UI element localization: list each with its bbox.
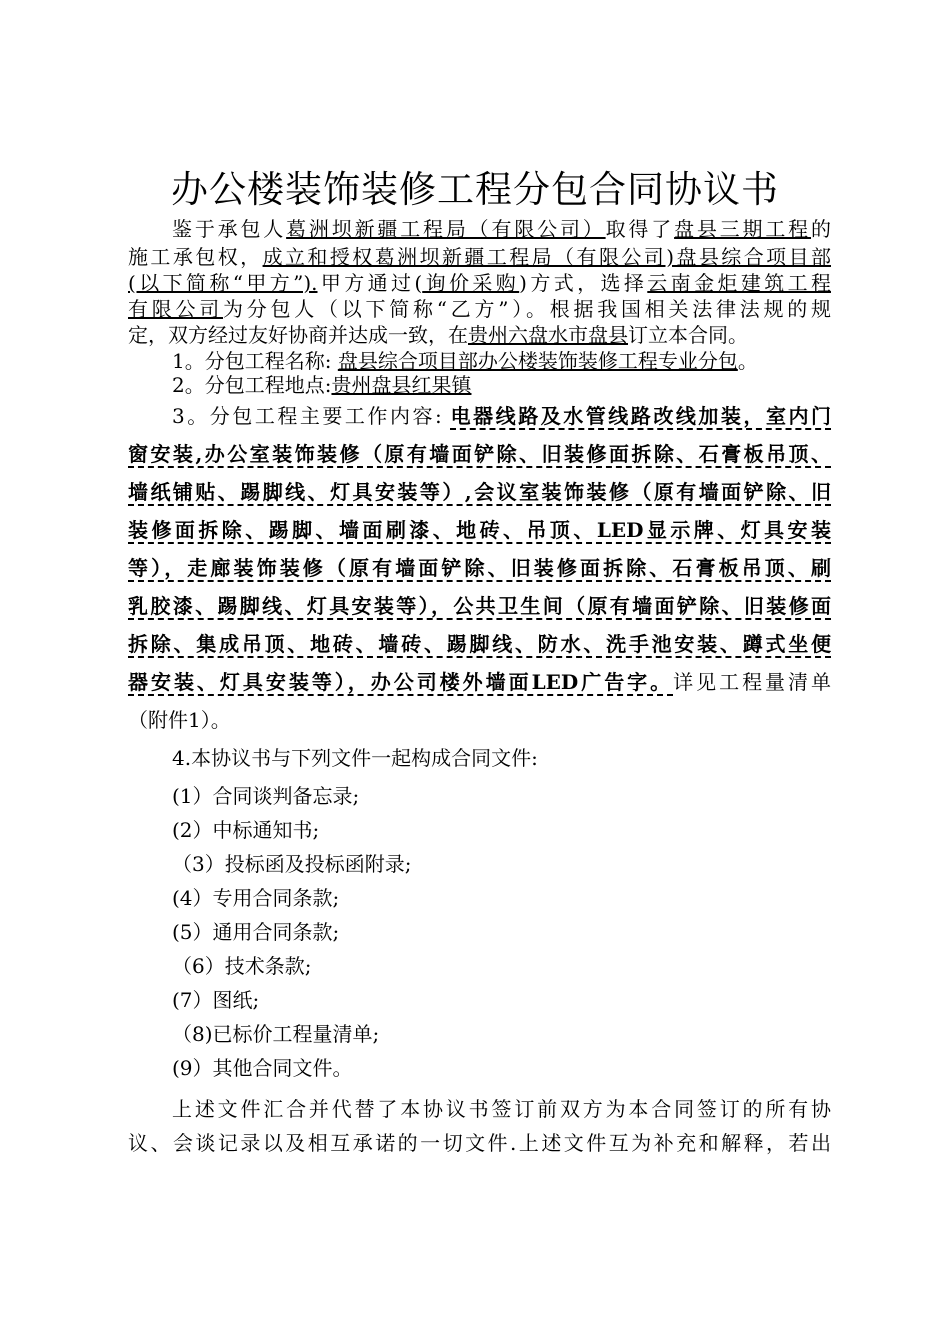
text: 的 bbox=[811, 217, 832, 241]
item-2 bbox=[172, 372, 471, 398]
item-3-line-7: 拆除、集成吊顶、地砖、墙砖、踢脚线、防水、洗手池安装、蹲式坐便 bbox=[128, 632, 831, 656]
project-name: 盘县三期工程 bbox=[674, 217, 812, 241]
text: 甲方通过( bbox=[317, 271, 423, 295]
intro-line-4 bbox=[128, 296, 831, 322]
text: )方式，选择 bbox=[519, 271, 648, 295]
text: 施工承包权， bbox=[128, 245, 263, 269]
closing-line-2: 议、会谈记录以及相互承诺的一切文件.上述文件互为补充和解释，若出 bbox=[128, 1131, 831, 1155]
item-label: 3。分包工程主要工作内容: bbox=[172, 404, 451, 428]
item-3-line-2: 窗安装,办公室装饰装修（原有墙面铲除、旧装修面拆除、石膏板吊顶、 bbox=[128, 442, 831, 466]
intro-line-3 bbox=[128, 270, 831, 296]
doc-item: (4）专用合同条款; bbox=[172, 886, 340, 910]
text: 订立本合同。 bbox=[628, 323, 748, 347]
doc-item: (7）图纸; bbox=[172, 988, 260, 1012]
item-3-line-6: 乳胶漆、踢脚线、灯具安装等），公共卫生间（原有墙面铲除、旧装修面 bbox=[128, 594, 831, 618]
item-label: 2。分包工程地点: bbox=[172, 373, 332, 397]
item-3-line-8 bbox=[128, 669, 831, 695]
doc-item: （6）技术条款; bbox=[172, 954, 312, 978]
item-3-line-1 bbox=[172, 403, 831, 429]
party-a-alias: (以下简称“甲方”). bbox=[128, 271, 318, 295]
doc-item: (9）其他合同文件。 bbox=[172, 1056, 353, 1080]
doc-item: (1）合同谈判备忘录; bbox=[172, 784, 360, 808]
document-title: 办公楼装饰装修工程分包合同协议书 bbox=[171, 168, 779, 211]
signing-location: 贵州六盘水市盘县 bbox=[468, 323, 628, 347]
scope-text: 电器线路及水管线路改线加装，室内门 bbox=[450, 404, 831, 428]
subcontractor-name: 云南金炬建筑工程 bbox=[647, 271, 831, 295]
contractor-name: 葛洲坝新疆工程局（有限公司） bbox=[286, 217, 606, 241]
text: 为分包人（以下简称“乙方”）。根据我国相关法律法规的规 bbox=[223, 297, 832, 321]
procurement-method: 询价采购 bbox=[422, 271, 520, 295]
item-1 bbox=[172, 348, 758, 374]
item-3-line-9: （附件1）。 bbox=[128, 708, 231, 732]
item-3-line-3: 墙纸铺贴、踢脚线、灯具安装等）,会议室装饰装修（原有墙面铲除、旧 bbox=[128, 480, 831, 504]
project-location: 贵州盘县红果镇 bbox=[331, 373, 472, 397]
intro-line-1 bbox=[172, 216, 831, 242]
subcontractor-name-cont: 有限公司 bbox=[128, 297, 224, 321]
item-3-line-5: 等），走廊装饰装修（原有墙面铲除、旧装修面拆除、石膏板吊顶、刷 bbox=[128, 556, 831, 580]
text: 详见工程量清单 bbox=[673, 670, 832, 694]
closing-line-1: 上述文件汇合并代替了本协议书签订前双方为本合同签订的所有协 bbox=[172, 1097, 831, 1121]
doc-item: (5）通用合同条款; bbox=[172, 920, 340, 944]
scope-text: 器安装、灯具安装等），办公司楼外墙面LED广告字。 bbox=[128, 670, 674, 694]
intro-line-2 bbox=[128, 244, 831, 270]
text: 鉴于承包人 bbox=[172, 217, 287, 241]
project-title: 盘县综合项目部办公楼装饰装修工程专业分包 bbox=[337, 349, 738, 373]
text: 定，双方经过友好协商并达成一致，在 bbox=[128, 323, 468, 347]
doc-item: (2）中标通知书; bbox=[172, 818, 320, 842]
item-4-label: 4.本协议书与下列文件一起构成合同文件: bbox=[172, 746, 538, 770]
doc-item: （3）投标函及投标函附录; bbox=[172, 852, 412, 876]
intro-line-5 bbox=[128, 322, 748, 348]
text: 取得了 bbox=[605, 217, 675, 241]
item-label: 1。分包工程名称: bbox=[172, 349, 338, 373]
text: 。 bbox=[737, 349, 758, 373]
item-3-line-4: 装修面拆除、踢脚、墙面刷漆、地砖、吊顶、LED显示牌、灯具安装 bbox=[128, 518, 831, 542]
doc-item: （8)已标价工程量清单; bbox=[172, 1022, 380, 1046]
department-name: 成立和授权葛洲坝新疆工程局（有限公司)盘县综合项目部 bbox=[262, 245, 831, 269]
